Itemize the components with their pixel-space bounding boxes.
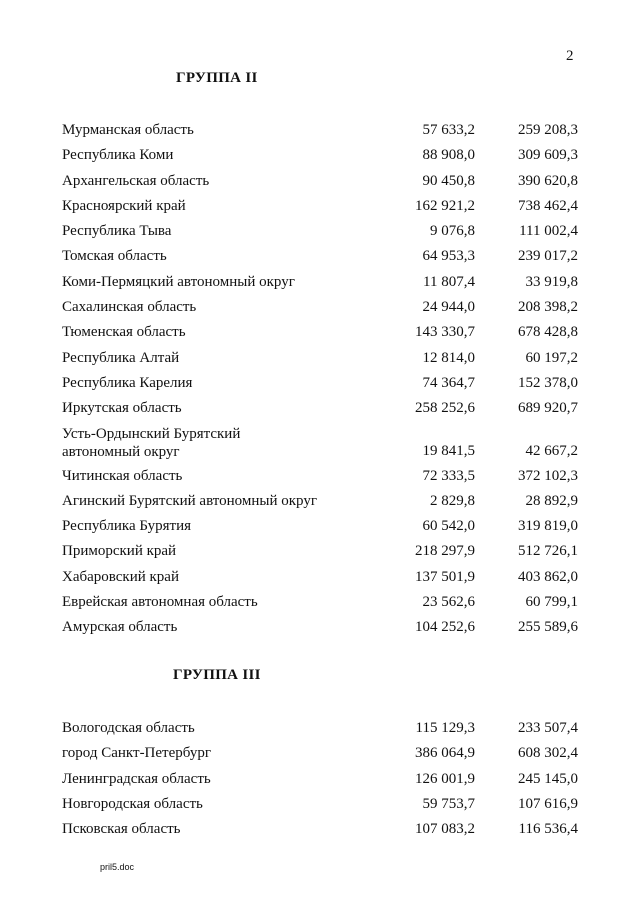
region-name: Читинская область: [62, 467, 183, 484]
table-row: [62, 467, 582, 492]
value-column-2: 116 536,4: [518, 821, 578, 838]
page-number: 2: [566, 48, 574, 64]
table-row: [62, 146, 582, 171]
value-column-2: 403 862,0: [518, 568, 578, 585]
file-name-footer: pril5.doc: [100, 862, 135, 872]
value-column-1: 143 330,7: [415, 324, 475, 341]
region-name: Псковская область: [62, 821, 181, 838]
value-column-2: 255 589,6: [518, 619, 578, 636]
value-column-2: 319 819,0: [518, 518, 578, 535]
region-name: Республика Коми: [62, 147, 174, 164]
table-row: [62, 197, 582, 222]
value-column-2: 245 145,0: [518, 770, 578, 787]
value-column-1: 11 807,4: [423, 273, 475, 290]
table-row: [62, 568, 582, 593]
value-column-2: 372 102,3: [518, 467, 578, 484]
value-column-2: 111 002,4: [519, 223, 578, 240]
region-name: город Санкт-Петербург: [62, 745, 211, 762]
table-row: [62, 323, 582, 348]
value-column-2: 512 726,1: [518, 543, 578, 560]
region-name: Приморский край: [62, 543, 177, 560]
value-column-1: 137 501,9: [415, 568, 475, 585]
group-title: ГРУППА III: [173, 667, 261, 683]
region-name: Коми-Пермяцкий автономный округ: [62, 273, 295, 290]
table-row: [62, 349, 582, 374]
value-column-1: 9 076,8: [430, 223, 475, 240]
value-column-2: 42 667,2: [525, 442, 578, 459]
value-column-1: 59 753,7: [422, 795, 475, 812]
value-column-1: 115 129,3: [415, 720, 475, 736]
value-column-2: 152 378,0: [518, 374, 578, 391]
table-row: [62, 517, 582, 542]
region-name: Ленинградская область: [62, 770, 211, 787]
region-name: Красноярский край: [62, 197, 186, 214]
value-column-2: 28 892,9: [525, 492, 578, 509]
value-column-2: 738 462,4: [518, 197, 578, 214]
value-column-2: 309 609,3: [518, 147, 578, 164]
region-name: Новгородская область: [62, 795, 203, 812]
value-column-1: 57 633,2: [422, 122, 475, 138]
table-row: [62, 744, 582, 769]
region-name: Республика Карелия: [62, 374, 193, 391]
value-column-1: 218 297,9: [415, 543, 475, 560]
region-name: Хабаровский край: [62, 568, 179, 585]
table-row: [62, 172, 582, 197]
table-row: [62, 298, 582, 323]
table-row: [62, 247, 582, 272]
value-column-1: 88 908,0: [422, 147, 475, 164]
table-row: [62, 121, 582, 146]
value-column-2: 689 920,7: [518, 400, 578, 417]
table-row: [62, 770, 582, 795]
value-column-2: 608 302,4: [518, 745, 578, 762]
region-name: Томская область: [62, 248, 167, 265]
region-name: Сахалинская область: [62, 299, 197, 316]
region-name: Амурская область: [62, 619, 178, 636]
table-row: [62, 795, 582, 820]
table-row: [62, 820, 582, 845]
table-row: [62, 542, 582, 567]
region-name: Республика Алтай: [62, 349, 180, 366]
region-name: Архангельская область: [62, 172, 210, 189]
region-name: Усть-Ордынский Бурятский автономный округ: [62, 425, 241, 460]
value-column-1: 258 252,6: [415, 400, 475, 417]
value-column-1: 24 944,0: [422, 299, 475, 316]
table-row: [62, 593, 582, 618]
value-column-1: 19 841,5: [422, 442, 475, 459]
value-column-1: 12 814,0: [422, 349, 475, 366]
value-column-1: 60 542,0: [422, 518, 475, 535]
group-title: ГРУППА II: [176, 70, 258, 86]
value-column-1: 74 364,7: [422, 374, 475, 391]
value-column-1: 90 450,8: [422, 172, 475, 189]
table-row: [62, 618, 582, 643]
region-name: Вологодская область: [62, 720, 195, 736]
value-column-2: 208 398,2: [518, 299, 578, 316]
value-column-2: 390 620,8: [518, 172, 578, 189]
value-column-1: 126 001,9: [415, 770, 475, 787]
value-column-2: 60 197,2: [525, 349, 578, 366]
value-column-1: 162 921,2: [415, 197, 475, 214]
table-row: [62, 222, 582, 247]
table-row: [62, 374, 582, 399]
table-row: [62, 273, 582, 298]
value-column-1: 2 829,8: [430, 492, 475, 509]
group-table: [62, 121, 582, 644]
region-name: Агинский Бурятский автономный округ: [62, 492, 317, 509]
value-column-2: 60 799,1: [525, 594, 578, 611]
value-column-1: 386 064,9: [415, 745, 475, 762]
value-column-1: 104 252,6: [415, 619, 475, 636]
table-row: [62, 719, 582, 744]
table-row: [62, 399, 582, 424]
group-table: [62, 719, 582, 845]
region-name: Мурманская область: [62, 122, 194, 138]
table-row: [62, 425, 582, 467]
value-column-1: 64 953,3: [422, 248, 475, 265]
value-column-2: 233 507,4: [518, 720, 578, 736]
region-name: Тюменская область: [62, 324, 186, 341]
value-column-2: 33 919,8: [525, 273, 578, 290]
value-column-1: 23 562,6: [422, 594, 475, 611]
value-column-1: 72 333,5: [422, 467, 475, 484]
region-name: Еврейская автономная область: [62, 594, 258, 611]
value-column-2: 678 428,8: [518, 324, 578, 341]
value-column-1: 107 083,2: [415, 821, 475, 838]
value-column-2: 107 616,9: [518, 795, 578, 812]
table-row: [62, 492, 582, 517]
value-column-2: 259 208,3: [518, 122, 578, 138]
region-name: Республика Тыва: [62, 223, 172, 240]
value-column-2: 239 017,2: [518, 248, 578, 265]
region-name: Республика Бурятия: [62, 518, 192, 535]
region-name: Иркутская область: [62, 400, 182, 417]
